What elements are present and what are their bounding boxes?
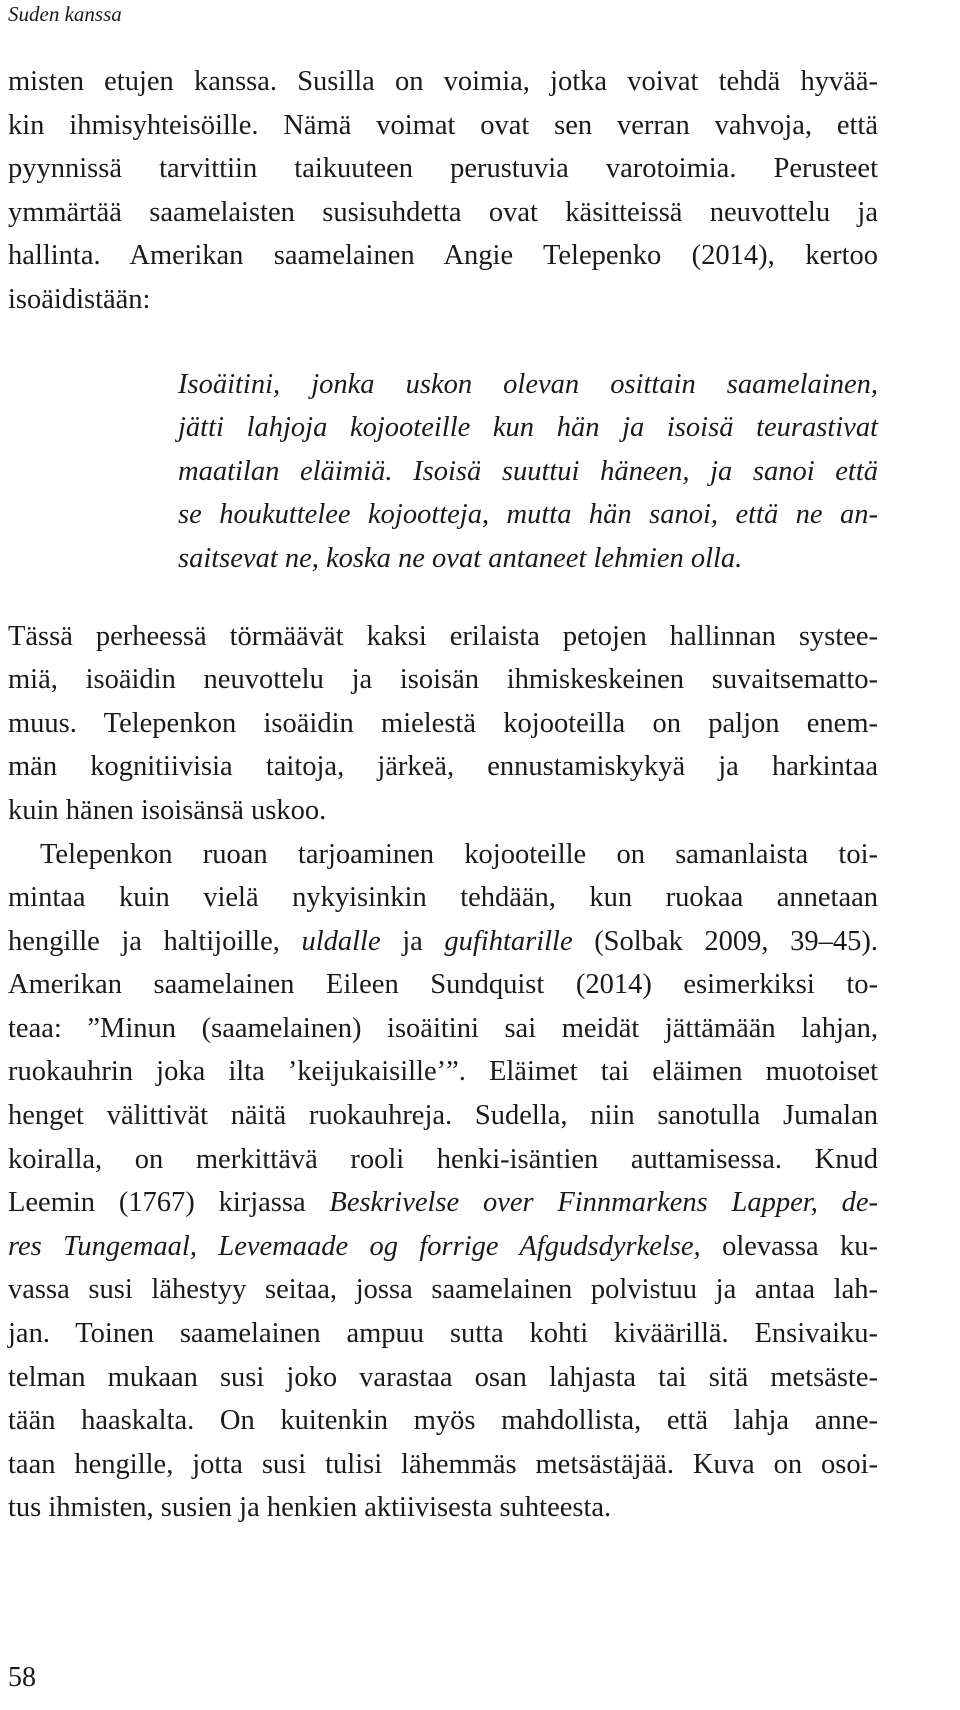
quote-line: saitsevat ne, koska ne ovat antaneet lehmien olla. (178, 542, 743, 574)
paragraph-1 (8, 60, 878, 322)
text-line: kin ihmisyhteisöille. Nämä voimat ovat sen verran vahvoja, että (8, 109, 878, 141)
text-line: ymmärtää saamelaisten susisuhdetta ovat käsitteissä neuvottelu ja (8, 196, 878, 228)
quote-line: jätti lahjoja kojooteille kun hän ja isoisä teurastivat (178, 412, 878, 444)
italic-book-title: Beskrivelse over Finnmarkens Lapper, de- (329, 1187, 878, 1219)
text-line: teaa: ”Minun (saamelainen) isoäitini sai meidät jättämään lahjan, (8, 1012, 878, 1044)
text-line: taan hengille, jotta susi tulisi lähemmäs metsästäjää. Kuva on osoi- (8, 1448, 878, 1480)
page-body (8, 60, 878, 1530)
quote-line: Isoäitini, jonka uskon olevan osittain saamelainen, (178, 368, 878, 400)
text-run: hengille ja haltijoille, (8, 925, 302, 957)
text-line: kuin hänen isoisänsä uskoo. (8, 794, 327, 826)
text-line: isoäidistään: (8, 283, 151, 315)
running-head: Suden kanssa (8, 2, 122, 26)
paragraph-2 (8, 615, 878, 833)
text-line: koiralla, on merkittävä rooli henki-isäntien auttamisessa. Knud (8, 1143, 878, 1175)
paragraph-3 (8, 833, 878, 1531)
text-line: vassa susi lähestyy seitaa, jossa saamelainen polvistuu ja antaa lah- (8, 1274, 878, 1306)
text-line (8, 1181, 878, 1225)
text-line: muus. Telepenkon isoäidin mielestä kojooteilla on paljon enem- (8, 707, 878, 739)
text-run: (Solbak 2009, 39–45). (572, 925, 878, 957)
italic-term-uldalle: uldalle (301, 925, 381, 957)
text-line: mintaa kuin vielä nykyisinkin tehdään, kun ruokaa annetaan (8, 882, 878, 914)
text-line: hallinta. Amerikan saamelainen Angie Telepenko (2014), kertoo (8, 240, 878, 272)
text-line: ruokauhrin joka ilta ’keijukaisille’”. Eläimet tai eläimen muotoiset (8, 1056, 878, 1088)
text-line: jan. Toinen saamelainen ampuu sutta kohti kiväärillä. Ensivaiku- (8, 1318, 878, 1350)
text-line (8, 1225, 878, 1269)
text-line: pyynnissä tarvittiin taikuuteen perustuvia varotoimia. Perusteet (8, 153, 878, 185)
page-number: 58 (8, 1662, 36, 1693)
text-line: tään haaskalta. On kuitenkin myös mahdollista, että lahja anne- (8, 1405, 878, 1437)
text-run: olevassa ku- (700, 1230, 878, 1262)
text-run: ja (380, 925, 445, 957)
text-line: miä, isoäidin neuvottelu ja isoisän ihmiskeskeinen suvaitsematto- (8, 664, 878, 696)
quote-line: maatilan eläimiä. Isoisä suuttui häneen, ja sanoi että (178, 455, 878, 487)
text-line: Telepenkon ruoan tarjoaminen kojooteille on samanlaista toi- (40, 838, 878, 870)
text-line: Tässä perheessä törmäävät kaksi erilaista petojen hallinnan systee- (8, 620, 878, 652)
quote-line: se houkuttelee kojootteja, mutta hän sanoi, että ne an- (178, 499, 878, 531)
text-run: Leemin (1767) kirjassa (8, 1187, 330, 1219)
text-line: henget välittivät näitä ruokauhreja. Sudella, niin sanotulla Jumalan (8, 1100, 878, 1132)
text-line: telman mukaan susi joko varastaa osan lahjasta tai sitä metsäste- (8, 1361, 878, 1393)
italic-book-title: res Tungemaal, Levemaade og forrige Afgudsdyrkelse, (8, 1230, 701, 1262)
text-line: män kognitiivisia taitoja, järkeä, ennustamiskykyä ja harkintaa (8, 751, 878, 783)
text-line: tus ihmisten, susien ja henkien aktiivisesta suhteesta. (8, 1492, 612, 1524)
text-line (8, 920, 878, 964)
text-line: misten etujen kanssa. Susilla on voimia, jotka voivat tehdä hyvää- (8, 66, 878, 97)
text-line: Amerikan saamelainen Eileen Sundquist (2014) esimerkiksi to- (8, 969, 878, 1001)
block-quote (178, 363, 878, 581)
italic-term-gufihtarille: gufihtarille (444, 925, 573, 957)
